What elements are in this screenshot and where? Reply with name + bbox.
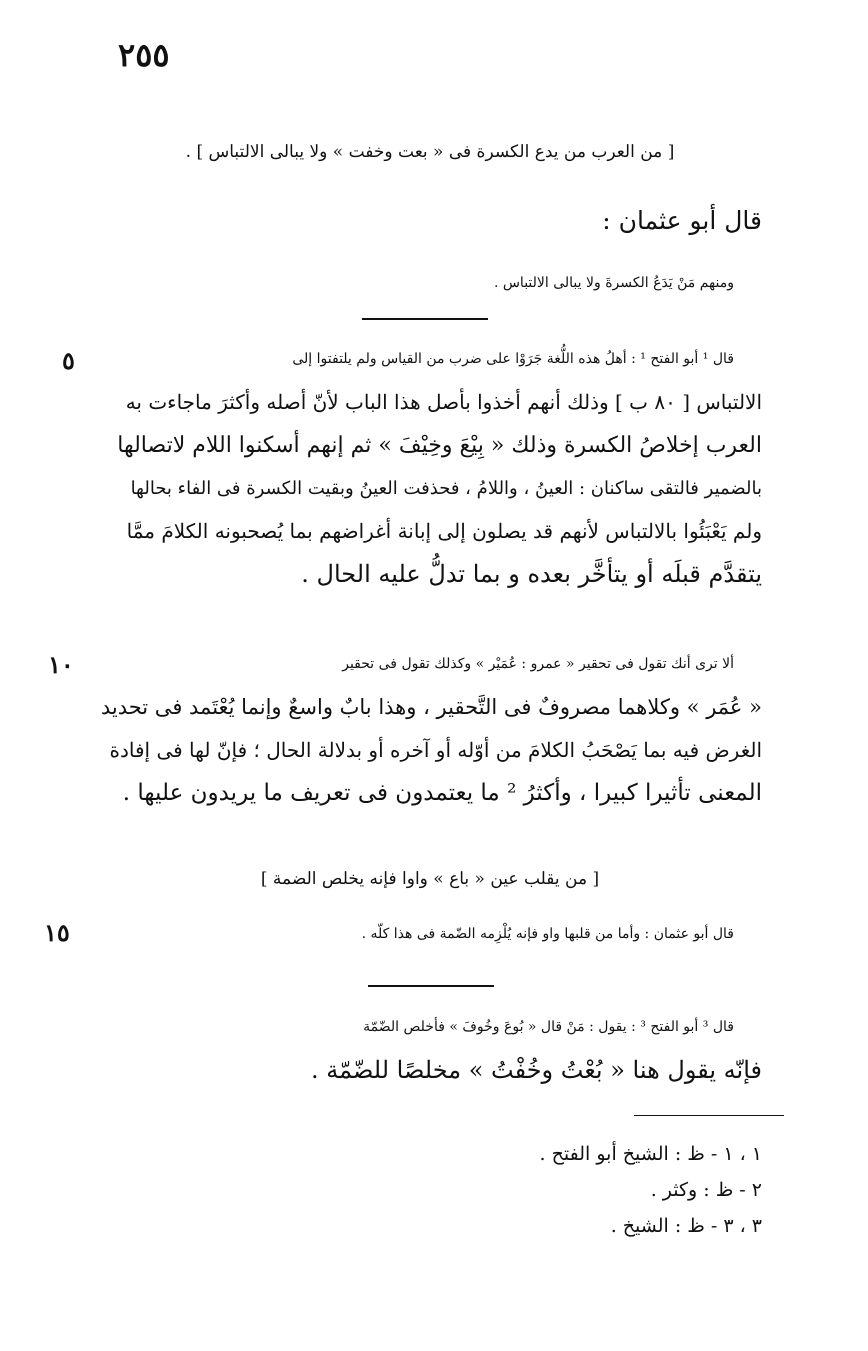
footnote: ٣ ، ٣ - ظ : الشيخ . xyxy=(610,1215,762,1237)
paragraph-line: ولم يَعْبَئُوا بالالتباس لأنهم قد يصلون إلى إبانة أغراضهم بما يُصحبونه الكلامَ ممَّا xyxy=(126,519,762,543)
paragraph-line: قال ¹ أبو الفتح ¹ : أهلُ هذه اللُّغة جَرَوْا على ضرب من القياس ولم يلتفتوا إلى xyxy=(292,351,734,367)
paragraph-line: الغرض فيه بما يَصْحَبُ الكلامَ من أوّله أو آخره أو بدلالة الحال ؛ فإنّ لها فى إفادة xyxy=(109,738,762,762)
attribution-abu-uthman: قال أبو عثمان : xyxy=(602,206,762,235)
section-heading-1: [ من العرب من يدع الكسرة فى « بعت وخفت » ولا يبالى الالتباس ] . xyxy=(185,142,675,162)
line-number-10: ١٠ xyxy=(48,650,74,679)
paragraph-line: الالتباس [ ٨٠ ب ] وذلك أنهم أخذوا بأصل هذا الباب لأنّ أصله وأكثرَ ماجاءت به xyxy=(125,390,762,414)
footnote-rule xyxy=(634,1115,784,1116)
paragraph-line: فإنّه يقول هنا « بُعْتُ وخُفْتُ » مخلصًا للضّمّة . xyxy=(310,1056,762,1084)
divider-rule xyxy=(362,318,488,320)
paragraph-1 xyxy=(102,262,762,305)
page-number: ٢٥٥ xyxy=(118,36,170,74)
section-heading-2: [ من يقلب عين « باع » واوا فإنه يخلص الضمة ] xyxy=(260,869,600,889)
paragraph-2 xyxy=(102,338,762,596)
line-number-15: ١٥ xyxy=(44,918,70,947)
line-number-5: ٥ xyxy=(62,346,75,375)
paragraph-line: قال أبو عثمان : وأما من قلبها واو فإنه يُلْزِمه الضّمة فى هذا كلّه . xyxy=(361,926,734,942)
paragraph-line: العرب إخلاصُ الكسرة وذلك « بِيْعَ وخِيْفَ » ثم إنهم أسكنوا اللام لاتصالها xyxy=(117,433,762,458)
paragraph-line: يتقدَّم قبلَه أو يتأخَّر بعده و بما تدلُّ عليه الحال . xyxy=(301,560,762,588)
paragraph-5 xyxy=(102,1006,762,1092)
divider-rule xyxy=(368,985,494,987)
paragraph-line: ألا ترى أنك تقول فى تحقير « عمرو : عُمَيْر » وكذلك تقول فى تحقير xyxy=(342,656,734,672)
paragraph-line: بالضمير فالتقى ساكنان : العينُ ، واللامُ ، فحذفت العينُ وبقيت الكسرة فى الفاء بحالها xyxy=(130,478,762,499)
footnote: ١ ، ١ - ظ : الشيخ أبو الفتح . xyxy=(539,1143,762,1165)
paragraph-3 xyxy=(102,643,762,815)
paragraph-line: قال ³ أبو الفتح ³ : يقول : مَنْ قال « بُوعَ وخُوفَ » فأخلص الضّمّة xyxy=(363,1019,734,1035)
paragraph-line: المعنى تأثيرا كبيرا ، وأكثرُ ² ما يعتمدون فى تعريف ما يريدون عليها . xyxy=(122,780,762,806)
paragraph-line: « عُمَر » وكلاهما مصروفٌ فى التَّحقير ، وهذا بابٌ واسعٌ وإنما يُعْتَمد فى تحديد xyxy=(100,695,762,719)
paragraph-line: ومنهم مَنْ يَدَعُ الكسرةَ ولا يبالى الالتباس . xyxy=(493,275,734,291)
footnotes xyxy=(262,1136,762,1244)
footnote: ٢ - ظ : وكثر . xyxy=(650,1179,762,1201)
paragraph-4 xyxy=(102,913,762,956)
